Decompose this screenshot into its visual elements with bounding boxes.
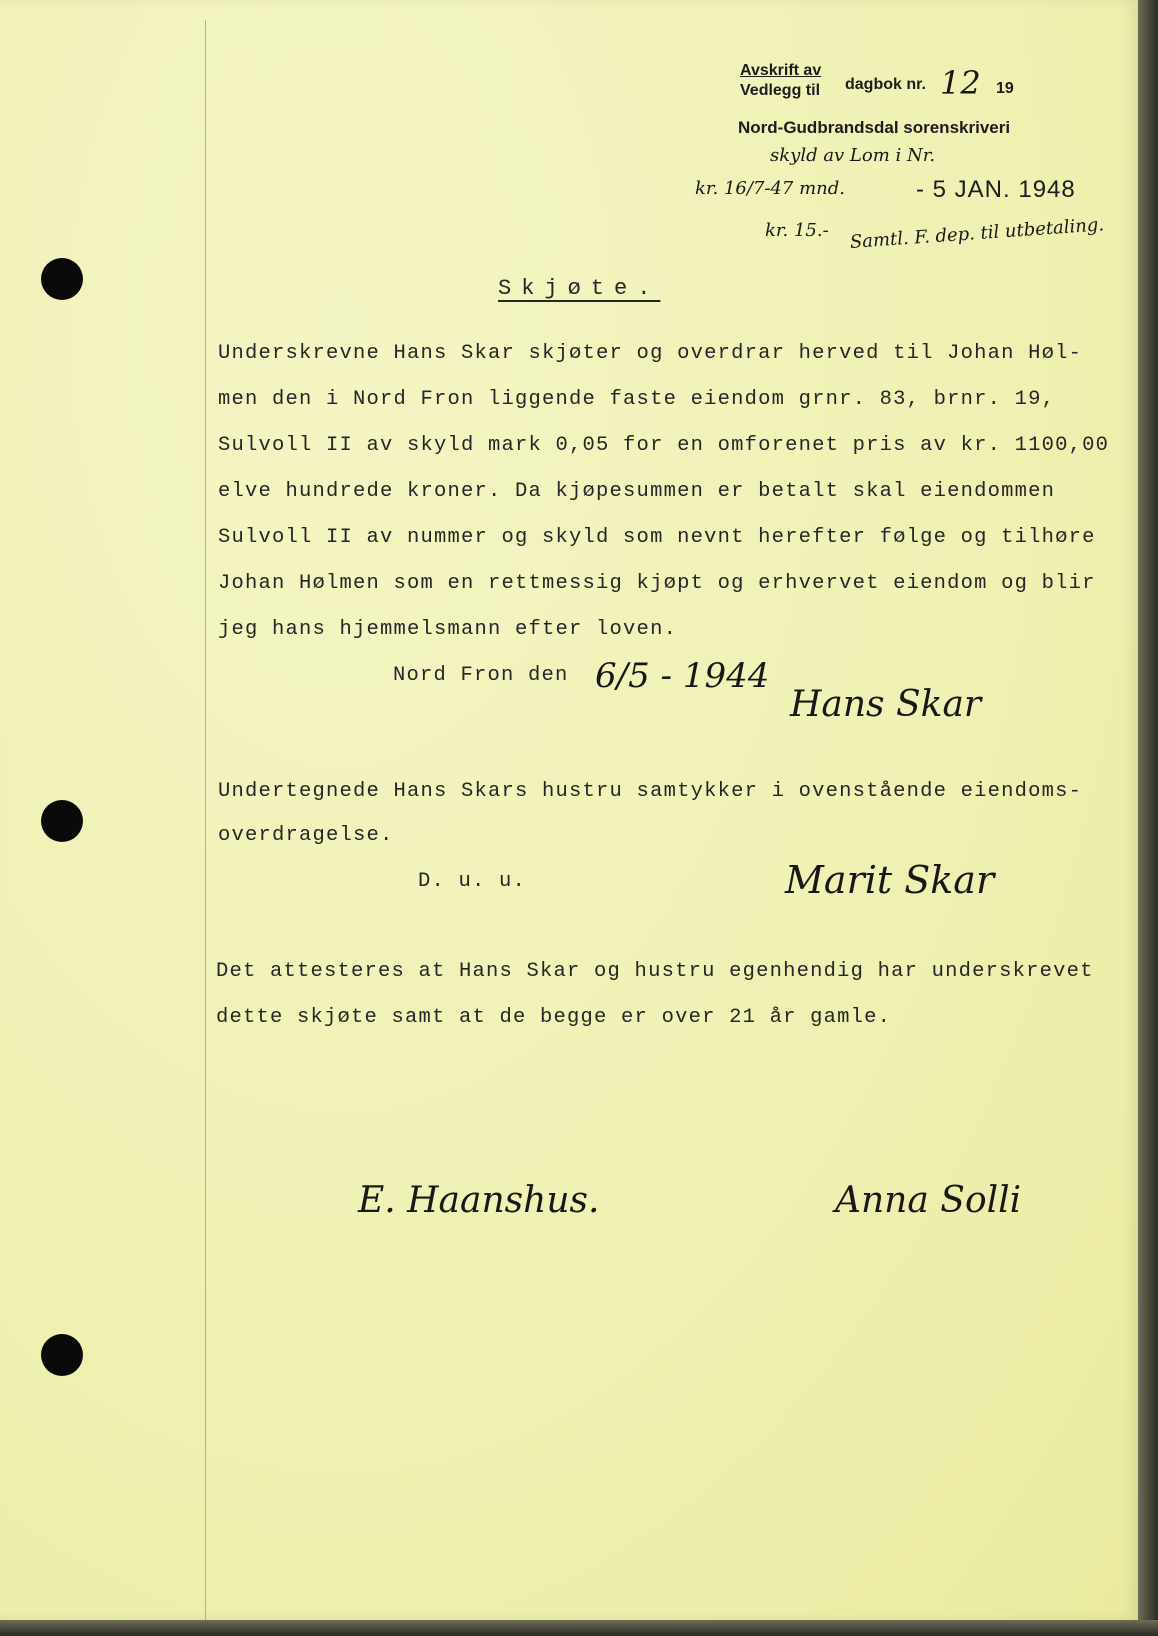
punch-hole <box>41 258 83 300</box>
scan-edge <box>1138 0 1158 1636</box>
duu-line: D. u. u. <box>418 870 527 893</box>
document-title: Skjøte. <box>498 276 661 301</box>
body-line: Det attesteres at Hans Skar og hustru egenhendig har underskrevet <box>216 960 1094 983</box>
note-sendt: Samtl. F. dep. til utbetaling. <box>849 214 1105 253</box>
stamp-dagbok-label: dagbok nr. <box>845 76 926 93</box>
body-line: Sulvoll II av nummer og skyld som nevnt herefter følge og tilhøre <box>218 526 1096 549</box>
body-line: men den i Nord Fron liggende faste eiendom grnr. 83, brnr. 19, <box>218 388 1056 411</box>
stamp-office: Nord-Gudbrandsdal sorenskriveri <box>738 118 1011 137</box>
body-line: Undertegnede Hans Skars hustru samtykker i ovenstående eiendoms- <box>218 780 1083 803</box>
stamp-line-vedlegg: Vedlegg til <box>740 82 821 99</box>
note-skyld: skyld av Lom i Nr. <box>770 145 936 166</box>
punch-hole <box>41 1334 83 1376</box>
body-line: jeg hans hjemmelsmann efter loven. <box>218 618 678 641</box>
body-line: Sulvoll II av skyld mark 0,05 for en omforenet pris av kr. 1100,00 <box>218 434 1110 457</box>
signature-witness-1: E. Haanshus. <box>358 1180 600 1221</box>
body-line: overdragelse. <box>218 824 394 847</box>
note-fee: kr. 15.- <box>765 220 829 241</box>
signature-witness-2: Anna Solli <box>835 1180 1022 1221</box>
handwritten-date: 6/5 - 1944 <box>595 656 770 696</box>
stamp-line-avskrift: Avskrift av <box>740 62 822 79</box>
punch-hole <box>41 800 83 842</box>
note-amount: kr. 16/7-47 mnd. <box>695 178 846 199</box>
signature-hans-skar: Hans Skar <box>790 684 982 725</box>
body-line: Underskrevne Hans Skar skjøter og overdrar herved til Johan Høl- <box>218 342 1083 365</box>
stamp-year-suffix: 19 <box>996 80 1014 97</box>
body-line: dette skjøte samt at de begge er over 21 år gamle. <box>216 1006 892 1029</box>
body-line: Johan Hølmen som en rettmessig kjøpt og erhvervet eiendom og blir <box>218 572 1096 595</box>
margin-rule <box>205 20 206 1620</box>
place-date-label: Nord Fron den <box>393 664 569 687</box>
signature-marit-skar: Marit Skar <box>785 858 995 902</box>
body-line: elve hundrede kroner. Da kjøpesummen er betalt skal eiendommen <box>218 480 1056 503</box>
stamp-date: - 5 JAN. 1948 <box>916 176 1076 203</box>
stamp-dagbok-number: 12 <box>940 64 981 102</box>
scan-edge <box>0 1620 1158 1636</box>
